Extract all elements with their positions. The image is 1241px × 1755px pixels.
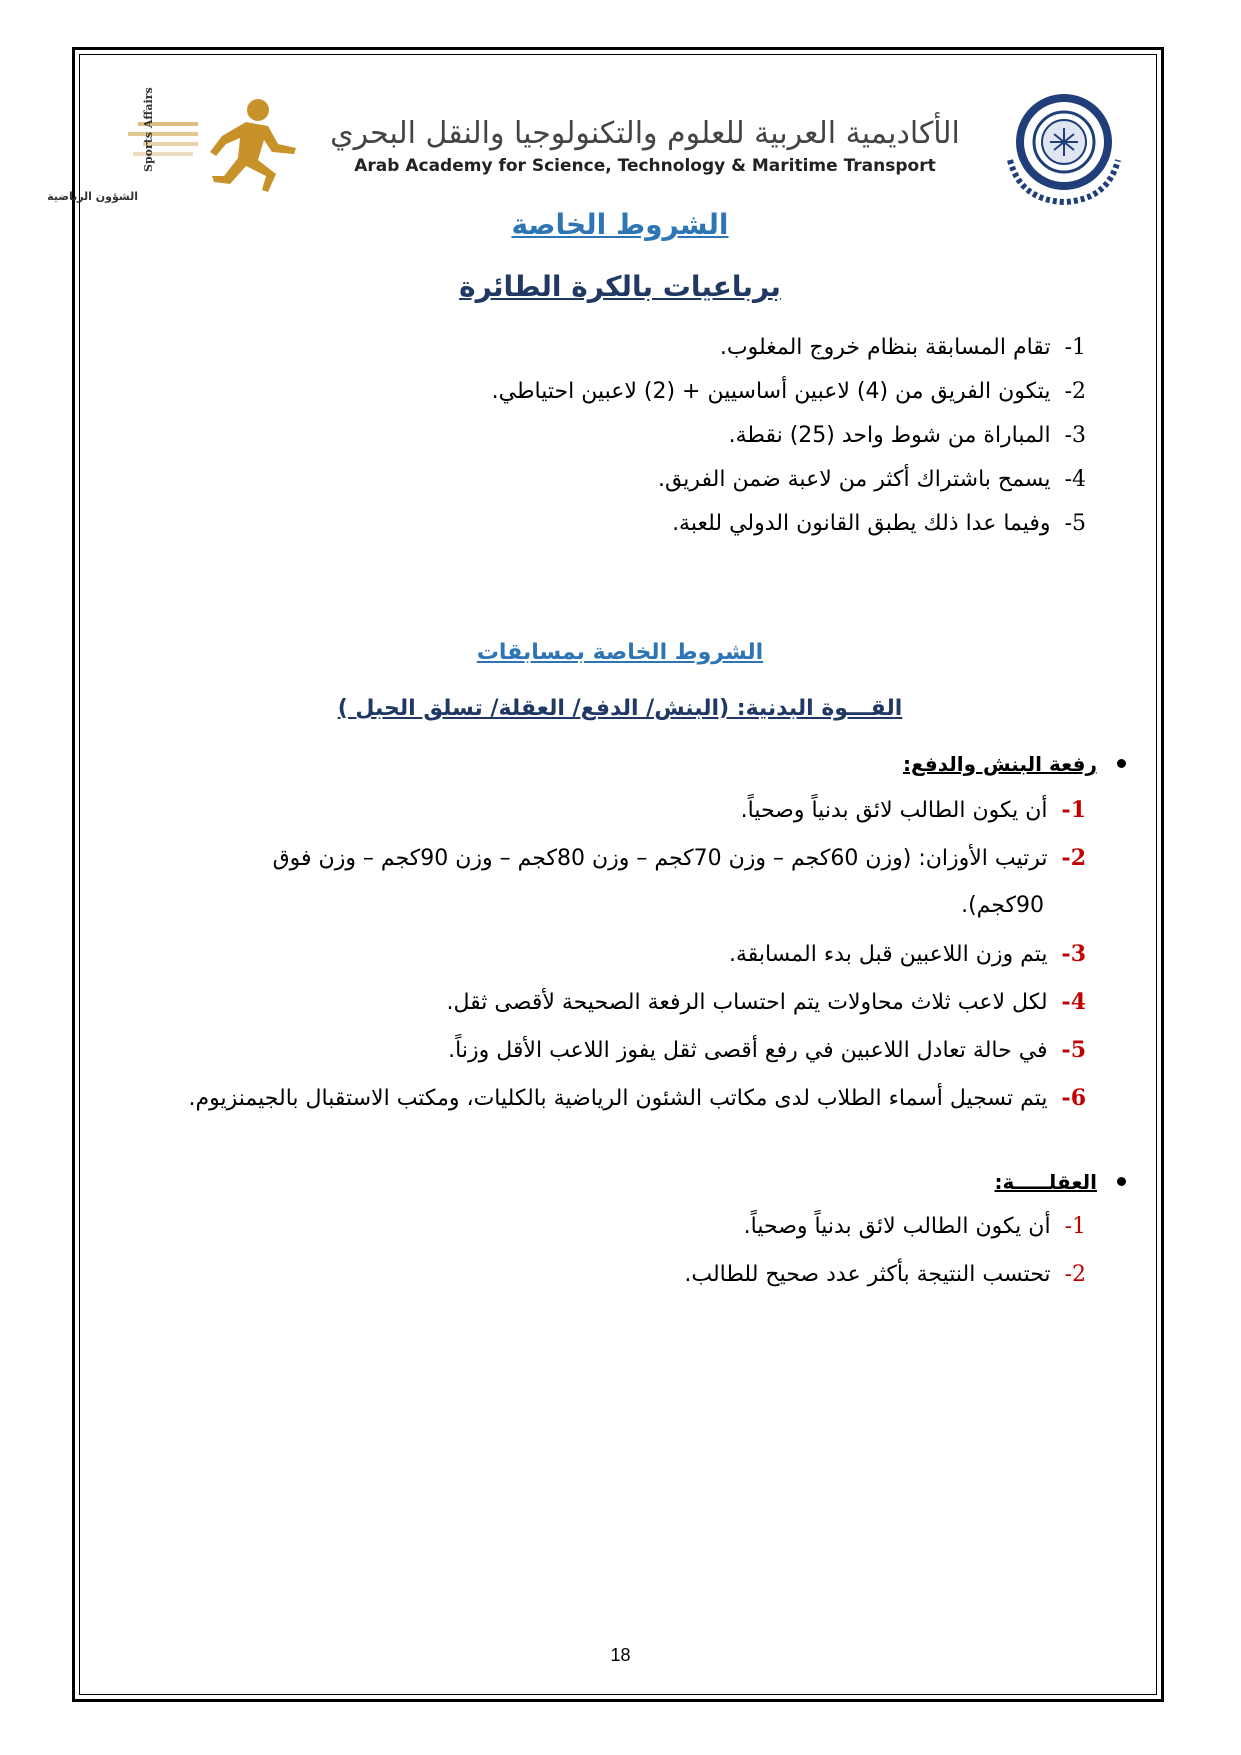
sports-affairs-en-label: Sports Affairs <box>142 87 155 172</box>
list-item: 4-يسمح باشتراك أكثر من لاعبة ضمن الفريق. <box>657 467 1086 492</box>
list-item: 1-أن يكون الطالب لائق بدنياً وصحياً. <box>740 797 1086 823</box>
bullet-icon <box>1117 1177 1126 1186</box>
list-item: 2-ترتيب الأوزان: (وزن 60كجم – وزن 70كجم – وزن 80كجم – وزن 90كجم – وزن فوق <box>272 845 1086 871</box>
page-number: 18 <box>610 1645 631 1665</box>
bullet-icon <box>1117 759 1126 768</box>
sports-affairs-ar-label: الشؤون الرياضية <box>47 190 138 203</box>
list-item: 2-يتكون الفريق من (4) لاعبين أساسيين + (2) لاعبين احتياطي. <box>491 379 1086 404</box>
list-item: 6-يتم تسجيل أسماء الطلاب لدى مكاتب الشئون الرياضية بالكليات، ومكتب الاستقبال بالجيمنزيوم. <box>188 1085 1086 1111</box>
list-item: 5-وفيما عدا ذلك يطبق القانون الدولي للعبة. <box>672 511 1086 536</box>
list-item: 4-لكل لاعب ثلاث محاولات يتم احتساب الرفعة الصحيحة لأقصى ثقل. <box>446 989 1086 1015</box>
section1-title: الشروط الخاصة <box>511 208 729 241</box>
list-item: 3-المباراة من شوط واحد (25) نقطة. <box>728 423 1086 448</box>
running-man-icon <box>47 82 308 203</box>
group1-heading: رفعة البنش والدفع: <box>903 752 1126 776</box>
academy-emblem-icon <box>1000 90 1120 210</box>
academy-name-ar: الأكاديمية العربية للعلوم والتكنولوجيا والنقل البحري <box>330 116 960 151</box>
document-header <box>47 72 1120 212</box>
academy-emblem <box>1000 90 1120 210</box>
list-item: 1-أن يكون الطالب لائق بدنياً وصحياً. <box>743 1214 1086 1239</box>
list-item: 5-في حالة تعادل اللاعبين في رفع أقصى ثقل يفوز اللاعب الأقل وزناً. <box>448 1037 1086 1063</box>
section1-list <box>492 335 1086 555</box>
section2-subtitle: القـــوة البدنية: (البنش/ الدفع/ العقلة/ تسلق الحبل ) <box>337 696 903 721</box>
group1-list <box>189 797 1086 1133</box>
list-item: 1-تقام المسابقة بنظام خروج المغلوب. <box>719 335 1086 360</box>
academy-name <box>290 114 1000 176</box>
section2-title: الشروط الخاصة بمسابقات <box>476 640 764 665</box>
list-item-continuation: 90كجم). <box>961 893 1044 918</box>
group2-heading: العقلـــــة: <box>994 1170 1126 1194</box>
list-item: 3-يتم وزن اللاعبين قبل بدء المسابقة. <box>728 941 1086 967</box>
group2-list <box>684 1214 1086 1310</box>
academy-name-en: Arab Academy for Science, Technology & Maritime Transport <box>354 156 936 176</box>
list-item: 2-تحتسب النتيجة بأكثر عدد صحيح للطالب. <box>684 1262 1086 1287</box>
section1-subtitle: برباعيات بالكرة الطائرة <box>459 270 781 303</box>
sports-affairs-logo <box>47 82 308 203</box>
